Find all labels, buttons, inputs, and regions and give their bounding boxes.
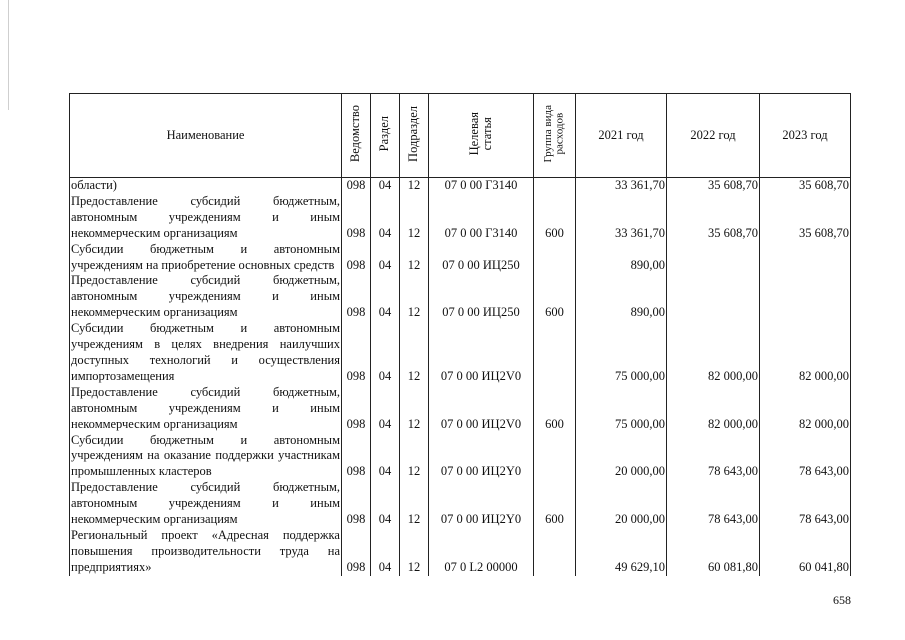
row-2023: 78 643,00 <box>760 480 851 528</box>
row-2023: 35 608,70 <box>760 194 851 242</box>
row-2021: 75 000,00 <box>576 385 667 433</box>
table-row <box>70 273 851 321</box>
row-podrazdel: 12 <box>400 433 429 481</box>
row-podrazdel: 12 <box>400 321 429 385</box>
row-2022: 60 081,80 <box>667 528 760 576</box>
row-name: Предоставление субсидий бюджетным, автономным учреждениям и иным некоммерческим организациям <box>71 193 340 240</box>
row-celevaya-statya: 07 0 L2 00000 <box>429 528 534 576</box>
row-vid-rashodov: 600 <box>534 480 576 528</box>
row-vedomstvo: 098 <box>342 273 371 321</box>
row-podrazdel: 12 <box>400 194 429 242</box>
row-vid-rashodov <box>534 528 576 576</box>
row-razdel: 04 <box>371 321 400 385</box>
row-vid-rashodov <box>534 178 576 194</box>
row-vid-rashodov <box>534 321 576 385</box>
row-2022: 78 643,00 <box>667 480 760 528</box>
row-celevaya-statya: 07 0 00 Г3140 <box>429 194 534 242</box>
row-vedomstvo: 098 <box>342 385 371 433</box>
row-vid-rashodov <box>534 433 576 481</box>
page-edge-mark <box>0 0 9 110</box>
row-celevaya-statya: 07 0 00 ИЦ2V0 <box>429 385 534 433</box>
header-2023: 2023 год <box>760 94 851 178</box>
header-vedomstvo: Ведомство <box>342 94 371 178</box>
row-2023: 78 643,00 <box>760 433 851 481</box>
row-2023 <box>760 273 851 321</box>
row-vid-rashodov: 600 <box>534 385 576 433</box>
row-2021: 49 629,10 <box>576 528 667 576</box>
table-row <box>70 433 851 481</box>
row-name: Предоставление субсидий бюджетным, автономным учреждениям и иным некоммерческим организациям <box>71 480 340 527</box>
header-name: Наименование <box>70 94 342 178</box>
row-2021: 890,00 <box>576 242 667 274</box>
row-name: Субсидии бюджетным и автономным учреждениям на приобретение основных средств <box>71 241 340 272</box>
header-podrazdel: Подраздел <box>400 94 429 178</box>
row-2021: 33 361,70 <box>576 178 667 194</box>
row-name: Региональный проект «Адресная поддержка повышения производительности труда на предприятиях» <box>71 527 340 574</box>
row-podrazdel: 12 <box>400 178 429 194</box>
row-podrazdel: 12 <box>400 242 429 274</box>
row-razdel: 04 <box>371 385 400 433</box>
header-gruppa-vida-rashodov: Группа вида расходов <box>534 94 576 178</box>
table-header-row <box>70 94 851 178</box>
table-row <box>70 480 851 528</box>
row-razdel: 04 <box>371 273 400 321</box>
table-row <box>70 528 851 576</box>
header-2022: 2022 год <box>667 94 760 178</box>
row-razdel: 04 <box>371 480 400 528</box>
row-2021: 20 000,00 <box>576 433 667 481</box>
row-vid-rashodov: 600 <box>534 273 576 321</box>
row-vid-rashodov <box>534 242 576 274</box>
row-2021: 33 361,70 <box>576 194 667 242</box>
row-vedomstvo: 098 <box>342 178 371 194</box>
row-vedomstvo: 098 <box>342 194 371 242</box>
header-2021: 2021 год <box>576 94 667 178</box>
row-podrazdel: 12 <box>400 385 429 433</box>
row-2023 <box>760 242 851 274</box>
row-name: Предоставление субсидий бюджетным, автономным учреждениям и иным некоммерческим организациям <box>71 384 340 431</box>
row-name: Субсидии бюджетным и автономным учреждениям в целях внедрения наилучших доступных технологий и осуществления импортозамещения <box>71 321 340 383</box>
budget-table <box>69 93 851 576</box>
row-vedomstvo: 098 <box>342 528 371 576</box>
table-row <box>70 178 851 194</box>
row-2022: 78 643,00 <box>667 433 760 481</box>
row-podrazdel: 12 <box>400 273 429 321</box>
row-2022: 82 000,00 <box>667 385 760 433</box>
row-celevaya-statya: 07 0 00 Г3140 <box>429 178 534 194</box>
row-podrazdel: 12 <box>400 480 429 528</box>
row-2023: 35 608,70 <box>760 178 851 194</box>
row-celevaya-statya: 07 0 00 ИЦ2Y0 <box>429 433 534 481</box>
table-row <box>70 242 851 274</box>
row-celevaya-statya: 07 0 00 ИЦ250 <box>429 273 534 321</box>
row-2021: 890,00 <box>576 273 667 321</box>
budget-table-container <box>69 93 851 576</box>
row-name: области) <box>70 178 342 194</box>
row-razdel: 04 <box>371 178 400 194</box>
row-podrazdel: 12 <box>400 528 429 576</box>
row-2022 <box>667 242 760 274</box>
row-vedomstvo: 098 <box>342 433 371 481</box>
row-2022: 82 000,00 <box>667 321 760 385</box>
row-2022: 35 608,70 <box>667 178 760 194</box>
table-row <box>70 194 851 242</box>
row-2022: 35 608,70 <box>667 194 760 242</box>
row-2023: 60 041,80 <box>760 528 851 576</box>
row-vedomstvo: 098 <box>342 242 371 274</box>
header-celevaya-statya: Целевая статья <box>429 94 534 178</box>
row-razdel: 04 <box>371 242 400 274</box>
header-razdel: Раздел <box>371 94 400 178</box>
row-vedomstvo: 098 <box>342 321 371 385</box>
row-celevaya-statya: 07 0 00 ИЦ2Y0 <box>429 480 534 528</box>
row-razdel: 04 <box>371 194 400 242</box>
row-2022 <box>667 273 760 321</box>
row-celevaya-statya: 07 0 00 ИЦ2V0 <box>429 321 534 385</box>
row-2021: 20 000,00 <box>576 480 667 528</box>
row-vid-rashodov: 600 <box>534 194 576 242</box>
page-number: 658 <box>833 593 851 607</box>
row-razdel: 04 <box>371 528 400 576</box>
row-celevaya-statya: 07 0 00 ИЦ250 <box>429 242 534 274</box>
table-row <box>70 321 851 385</box>
row-name: Предоставление субсидий бюджетным, автономным учреждениям и иным некоммерческим организациям <box>71 273 340 320</box>
table-row <box>70 385 851 433</box>
row-2021: 75 000,00 <box>576 321 667 385</box>
row-2023: 82 000,00 <box>760 321 851 385</box>
row-razdel: 04 <box>371 433 400 481</box>
row-name: Субсидии бюджетным и автономным учреждениям на оказание поддержки участникам промышленных кластеров <box>71 432 340 479</box>
row-vedomstvo: 098 <box>342 480 371 528</box>
row-2023: 82 000,00 <box>760 385 851 433</box>
